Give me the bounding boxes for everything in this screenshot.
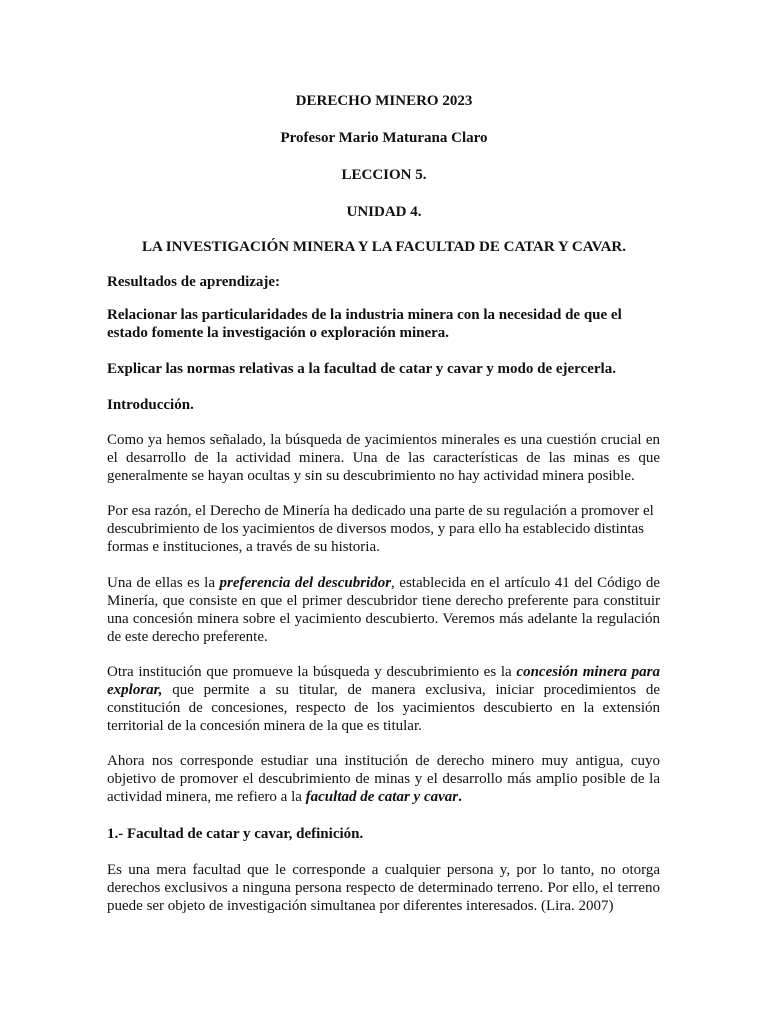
outcome-item-2: Explicar las normas relativas a la facultad de catar y cavar y modo de ejercerla. bbox=[107, 361, 616, 377]
lesson-title: LA INVESTIGACIÓN MINERA Y LA FACULTAD DE CATAR Y CAVAR. bbox=[142, 239, 626, 255]
preferencia-del-descubridor-term: preferencia del descubridor bbox=[219, 575, 392, 591]
concesion-minera-term: concesión minera para explorar, bbox=[107, 664, 660, 698]
outcome-item-1: Relacionar las particularidades de la industria minera con la necesidad de que el estado fomente la investigación o exploración minera. bbox=[107, 307, 622, 341]
p3-text-start: Una de ellas es la bbox=[107, 575, 220, 591]
intro-paragraph-2: Por esa razón, el Derecho de Minería ha dedicado una parte de su regulación a promover el descubrimiento de los yacimientos de diversos modos, y para ello ha establecido distintas formas e instituciones, a través de su historia. bbox=[107, 503, 654, 555]
section-1-heading: 1.- Facultad de catar y cavar, definición. bbox=[107, 826, 364, 842]
p4-text-end: que permite a su titular, de manera exclusiva, iniciar procedimientos de constitución de concesiones, respecto de los yacimientos descubierto en la extensión territorial de la concesión minera de la que es titular. bbox=[107, 682, 660, 734]
p4-text-start: Otra institución que promueve la búsqueda y descubrimiento es la bbox=[107, 664, 517, 680]
intro-paragraph-5 bbox=[107, 752, 660, 806]
professor-name: Profesor Mario Maturana Claro bbox=[280, 130, 488, 146]
facultad-catar-cavar-term: facultad de catar y cavar bbox=[305, 789, 459, 805]
course-title: DERECHO MINERO 2023 bbox=[295, 93, 473, 109]
lesson-number: LECCION 5. bbox=[341, 167, 427, 183]
p3-text-end: , establecida en el artículo 41 del Código de Minería, que consiste en que el primer descubridor tiene derecho preferente para constituir una concesión minera sobre el yacimiento descubierto. Veremos más adelante la regulación de este derecho preferente. bbox=[107, 575, 660, 645]
p5-text-start: Ahora nos corresponde estudiar una institución de derecho minero muy antigua, cuyo objetivo de promover el descubrimiento de minas y el desarrollo más amplio posible de la actividad minera, me refiero a la bbox=[107, 753, 660, 805]
section-1-paragraph: Es una mera facultad que le corresponde a cualquier persona y, por lo tanto, no otorga derechos exclusivos a ninguna persona respecto de determinado terreno. Por ello, el terreno puede ser objeto de investigación simultanea por diferentes interesados. (Lira. 2007) bbox=[107, 862, 660, 914]
unit-number: UNIDAD 4. bbox=[346, 204, 422, 220]
introduction-heading: Introducción. bbox=[107, 397, 194, 413]
intro-paragraph-1: Como ya hemos señalado, la búsqueda de yacimientos minerales es una cuestión crucial en el desarrollo de la actividad minera. Una de las características de las minas es que generalmente se hayan ocultas y sin su descubrimiento no hay actividad minera posible. bbox=[107, 432, 660, 484]
outcomes-heading: Resultados de aprendizaje: bbox=[107, 274, 281, 290]
intro-paragraph-4 bbox=[107, 663, 660, 735]
intro-paragraph-3 bbox=[107, 574, 660, 646]
p5-text-end: . bbox=[458, 789, 462, 805]
